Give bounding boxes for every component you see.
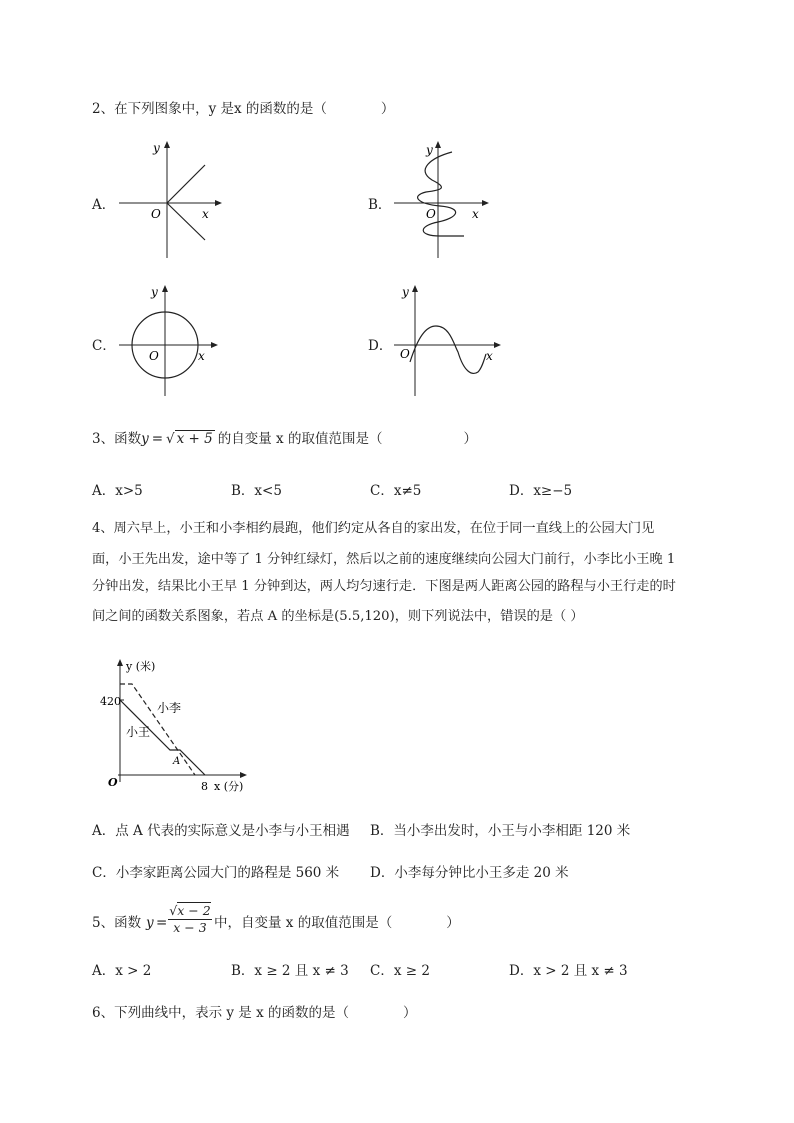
x-axis-arrow — [240, 772, 247, 778]
q5-option-c: C．x ≥ 2 — [370, 963, 430, 979]
q4-option-a: A．点 A 代表的实际意义是小李与小王相遇 — [92, 823, 350, 839]
origin-label: O — [149, 349, 159, 363]
q3-formula-eq: = — [151, 431, 164, 447]
q3-option-c: C．x≠5 — [370, 483, 422, 499]
li-label: 小李 — [157, 701, 182, 715]
q3-radicand: x + 5 — [176, 431, 213, 447]
graph-curve — [167, 165, 205, 203]
x-axis-arrow — [215, 200, 222, 206]
point-a-label: A — [173, 756, 181, 767]
q5-denominator: x − 3 — [173, 920, 207, 935]
graph-curve — [410, 326, 486, 373]
axis-label-x: x — [198, 349, 205, 363]
q2-graph-d — [390, 282, 530, 402]
origin-label: O — [400, 347, 410, 361]
q5-fraction — [168, 903, 212, 936]
axis-label-y: y — [402, 285, 409, 299]
q4-option-d: D．小李每分钟比小王多走 20 米 — [370, 865, 569, 881]
axis-label-x: x — [486, 349, 493, 363]
q5-option-b: B．x ≥ 2 且 x ≠ 3 — [231, 963, 349, 979]
x-axis-arrow — [211, 342, 218, 348]
q5-numerator: x − 2 — [177, 903, 211, 918]
q4-line-4: 间之间的函数关系图象，若点 A 的坐标是(5.5,120)，则下列说法中，错误的是（ ） — [92, 609, 584, 624]
q6-stem: 6、下列曲线中，表示 y 是 x 的函数的是（ ） — [92, 1005, 417, 1021]
q4-option-b: B．当小李出发时，小王与小李相距 120 米 — [370, 823, 631, 839]
q5-stem-suffix: 中，自变量 x 的取值范围是（ ） — [214, 915, 460, 931]
graph-curve — [167, 203, 205, 240]
q2-graph-b — [390, 140, 520, 260]
graph-curve — [418, 152, 464, 236]
q4-line-1: 4、周六早上，小王和小李相约晨跑，他们约定从各自的家出发，在位于同一直线上的公园大门见 — [92, 521, 655, 536]
y-axis-arrow — [117, 659, 123, 666]
axis-label-x: x — [472, 207, 479, 221]
q3-stem — [92, 430, 477, 448]
q2-option-a-label: A． — [92, 197, 116, 213]
x-axis-arrow — [494, 342, 501, 348]
q5-formula-eq: = — [156, 915, 168, 931]
axis-label-y: y — [426, 143, 433, 157]
axis-label-x: x — [202, 207, 209, 221]
y-axis-arrow — [162, 285, 168, 292]
q2-option-b-label: B． — [368, 197, 392, 213]
origin-label: O — [108, 776, 118, 789]
q5-option-d: D．x > 2 且 x ≠ 3 — [509, 963, 628, 979]
q4-option-c: C．小李家距离公园大门的路程是 560 米 — [92, 865, 340, 881]
y-axis-arrow — [435, 141, 441, 148]
q4-line-2: 面，小王先出发，途中等了 1 分钟红绿灯，然后以之前的速度继续向公园大门前行，小李比小王晚 1 — [92, 552, 676, 567]
q2-option-d-label: D． — [368, 338, 393, 354]
q3-formula-y: y — [141, 431, 149, 447]
origin-label: O — [151, 207, 161, 221]
q4-line-3: 分钟出发，结果比小王早 1 分钟到达，两人均匀速行走．下图是两人距离公园的路程与小王行走的时 — [92, 579, 676, 594]
wang-label: 小王 — [126, 725, 151, 739]
q3-option-d: D．x≥−5 — [509, 483, 573, 499]
q2-graph-c — [115, 282, 245, 402]
q3-stem-suffix: 的自变量 x 的取值范围是（ ） — [217, 431, 477, 447]
q3-option-b: B．x<5 — [231, 483, 282, 499]
q5-numerator-wrap: √x − 2 — [169, 903, 211, 918]
q2-option-c-label: C． — [92, 338, 116, 354]
x-axis-label: x (分) — [214, 780, 244, 793]
q3-option-a: A．x>5 — [92, 483, 143, 499]
y-axis-arrow — [412, 285, 418, 292]
q3-sqrt: √ x + 5 — [166, 431, 213, 447]
origin-label: O — [426, 207, 436, 221]
q3-stem-prefix: 3、函数 — [92, 431, 142, 447]
axis-label-y: y — [153, 141, 160, 155]
q5-stem-prefix: 5、函数 — [92, 915, 142, 931]
q2-graph-a — [115, 140, 235, 260]
q5-formula-y: y — [146, 915, 154, 931]
x-axis-arrow — [482, 200, 489, 206]
q4-graph — [100, 658, 260, 798]
axis-label-y: y — [151, 285, 158, 299]
q5-option-a: A．x > 2 — [92, 963, 152, 979]
y-axis-label: y (米) — [126, 660, 156, 673]
y-tick-label: 420 — [100, 695, 121, 708]
y-axis-arrow — [164, 141, 170, 148]
x-tick-label: 8 — [201, 780, 208, 793]
q2-stem: 2、在下列图象中，y 是x 的函数的是（ ） — [92, 101, 395, 117]
